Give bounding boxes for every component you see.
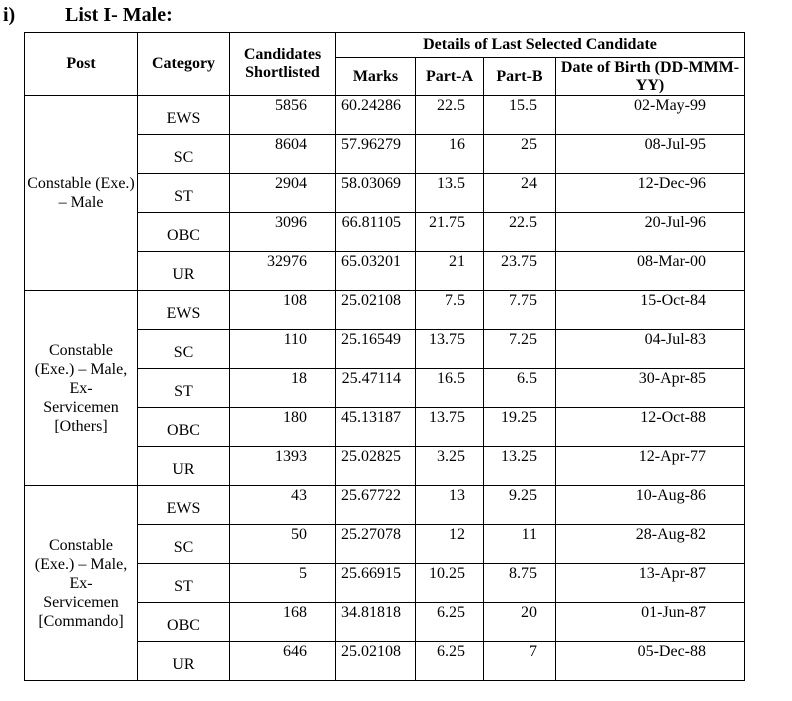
part-a-cell: 22.5	[416, 96, 484, 135]
part-a-cell: 13.5	[416, 174, 484, 213]
marks-cell: 65.03201	[336, 252, 416, 291]
part-b-cell: 7.25	[484, 330, 556, 369]
part-a-cell: 21.75	[416, 213, 484, 252]
part-b-cell: 24	[484, 174, 556, 213]
part-a-cell: 16.5	[416, 369, 484, 408]
table-body	[25, 96, 745, 681]
part-b-cell: 9.25	[484, 486, 556, 525]
dob-cell: 05-Dec-88	[556, 642, 745, 681]
marks-cell: 25.27078	[336, 525, 416, 564]
candidates-cell: 168	[230, 603, 336, 642]
category-cell: EWS	[138, 486, 230, 525]
candidates-cell: 5856	[230, 96, 336, 135]
section-number: i)	[3, 4, 16, 26]
candidates-cell: 180	[230, 408, 336, 447]
marks-cell: 25.02825	[336, 447, 416, 486]
part-b-cell: 25	[484, 135, 556, 174]
candidates-cell: 646	[230, 642, 336, 681]
dob-cell: 28-Aug-82	[556, 525, 745, 564]
part-a-cell: 13.75	[416, 330, 484, 369]
table-row	[25, 486, 745, 525]
candidates-cell: 18	[230, 369, 336, 408]
candidates-cell: 50	[230, 525, 336, 564]
table-row	[25, 96, 745, 135]
marks-cell: 25.47114	[336, 369, 416, 408]
category-cell: ST	[138, 564, 230, 603]
marks-cell: 60.24286	[336, 96, 416, 135]
post-cell: Constable (Exe.) – Male, Ex-Servicemen [Commando]	[25, 486, 138, 681]
header-dob: Date of Birth (DD-MMM-YY)	[556, 58, 745, 96]
results-table	[24, 32, 745, 681]
header-category: Category	[138, 33, 230, 96]
dob-cell: 04-Jul-83	[556, 330, 745, 369]
part-a-cell: 13.75	[416, 408, 484, 447]
dob-cell: 01-Jun-87	[556, 603, 745, 642]
category-cell: SC	[138, 135, 230, 174]
part-a-cell: 16	[416, 135, 484, 174]
candidates-cell: 2904	[230, 174, 336, 213]
candidates-cell: 32976	[230, 252, 336, 291]
part-b-cell: 8.75	[484, 564, 556, 603]
part-b-cell: 6.5	[484, 369, 556, 408]
part-b-cell: 13.25	[484, 447, 556, 486]
section-heading	[0, 2, 792, 32]
category-cell: UR	[138, 447, 230, 486]
part-b-cell: 19.25	[484, 408, 556, 447]
category-cell: OBC	[138, 408, 230, 447]
marks-cell: 25.02108	[336, 291, 416, 330]
dob-cell: 08-Mar-00	[556, 252, 745, 291]
part-a-cell: 13	[416, 486, 484, 525]
dob-cell: 13-Apr-87	[556, 564, 745, 603]
marks-cell: 66.81105	[336, 213, 416, 252]
category-cell: EWS	[138, 291, 230, 330]
part-a-cell: 12	[416, 525, 484, 564]
dob-cell: 12-Dec-96	[556, 174, 745, 213]
part-a-cell: 6.25	[416, 642, 484, 681]
header-part-a: Part-A	[416, 58, 484, 96]
header-candidates: Candidates Shortlisted	[230, 33, 336, 96]
part-a-cell: 7.5	[416, 291, 484, 330]
part-b-cell: 7	[484, 642, 556, 681]
candidates-cell: 110	[230, 330, 336, 369]
header-post: Post	[25, 33, 138, 96]
post-cell: Constable (Exe.) – Male	[25, 96, 138, 291]
category-cell: OBC	[138, 603, 230, 642]
candidates-cell: 8604	[230, 135, 336, 174]
header-marks: Marks	[336, 58, 416, 96]
header-details: Details of Last Selected Candidate	[336, 33, 745, 58]
category-cell: ST	[138, 369, 230, 408]
part-b-cell: 15.5	[484, 96, 556, 135]
candidates-cell: 5	[230, 564, 336, 603]
part-a-cell: 3.25	[416, 447, 484, 486]
part-a-cell: 10.25	[416, 564, 484, 603]
category-cell: SC	[138, 525, 230, 564]
part-b-cell: 22.5	[484, 213, 556, 252]
section-title: List I- Male:	[65, 4, 173, 26]
category-cell: UR	[138, 252, 230, 291]
part-b-cell: 11	[484, 525, 556, 564]
marks-cell: 45.13187	[336, 408, 416, 447]
part-a-cell: 6.25	[416, 603, 484, 642]
marks-cell: 25.66915	[336, 564, 416, 603]
post-cell: Constable (Exe.) – Male, Ex-Servicemen [Others]	[25, 291, 138, 486]
dob-cell: 10-Aug-86	[556, 486, 745, 525]
part-a-cell: 21	[416, 252, 484, 291]
marks-cell: 58.03069	[336, 174, 416, 213]
dob-cell: 02-May-99	[556, 96, 745, 135]
marks-cell: 34.81818	[336, 603, 416, 642]
category-cell: SC	[138, 330, 230, 369]
dob-cell: 08-Jul-95	[556, 135, 745, 174]
marks-cell: 25.16549	[336, 330, 416, 369]
candidates-cell: 43	[230, 486, 336, 525]
header-part-b: Part-B	[484, 58, 556, 96]
candidates-cell: 1393	[230, 447, 336, 486]
marks-cell: 25.67722	[336, 486, 416, 525]
candidates-cell: 3096	[230, 213, 336, 252]
category-cell: UR	[138, 642, 230, 681]
category-cell: EWS	[138, 96, 230, 135]
part-b-cell: 23.75	[484, 252, 556, 291]
part-b-cell: 7.75	[484, 291, 556, 330]
candidates-cell: 108	[230, 291, 336, 330]
dob-cell: 12-Apr-77	[556, 447, 745, 486]
dob-cell: 30-Apr-85	[556, 369, 745, 408]
dob-cell: 20-Jul-96	[556, 213, 745, 252]
marks-cell: 57.96279	[336, 135, 416, 174]
marks-cell: 25.02108	[336, 642, 416, 681]
dob-cell: 15-Oct-84	[556, 291, 745, 330]
part-b-cell: 20	[484, 603, 556, 642]
category-cell: ST	[138, 174, 230, 213]
table-row	[25, 291, 745, 330]
category-cell: OBC	[138, 213, 230, 252]
dob-cell: 12-Oct-88	[556, 408, 745, 447]
